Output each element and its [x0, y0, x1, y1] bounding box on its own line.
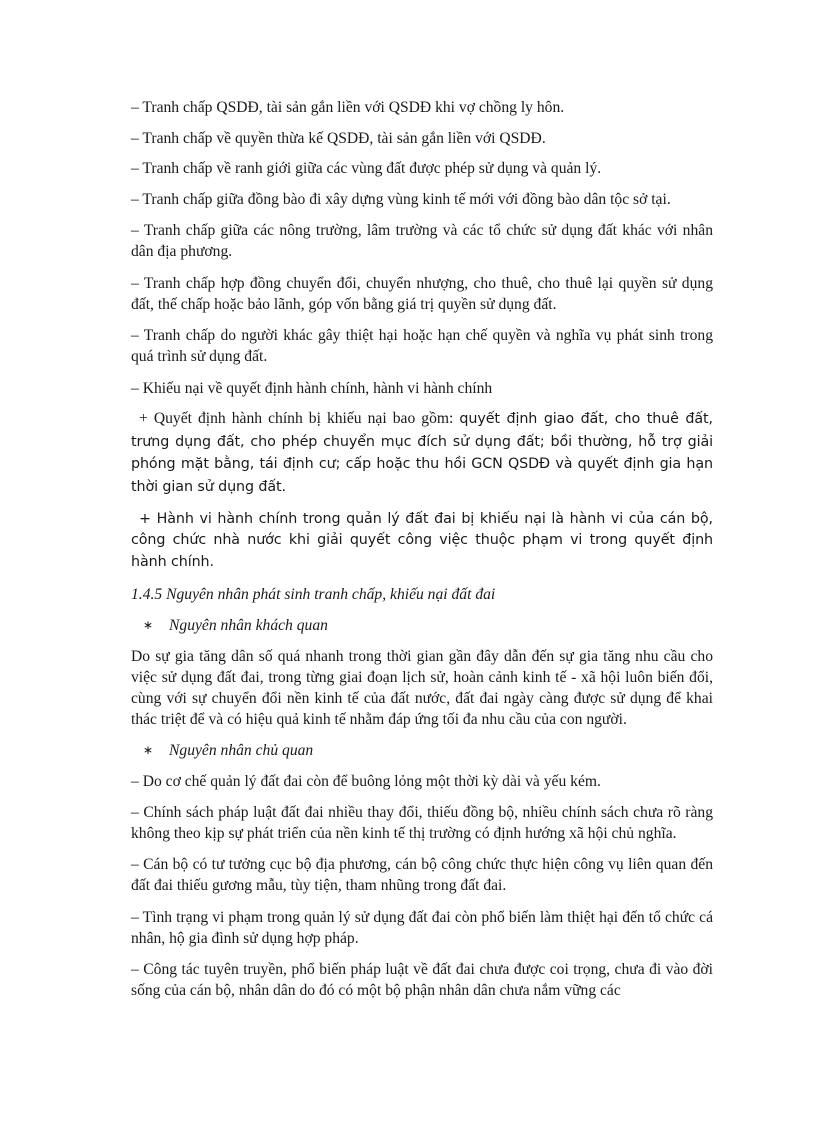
subheading-objective [143, 615, 713, 636]
list-item: – Cán bộ có tư tưởng cục bộ địa phương, cán bộ công chức thực hiện công vụ liên quan đến đất đai thiếu gương mẫu, tùy tiện, tham nhũng trong đất đai. [131, 856, 713, 894]
list-item: – Chính sách pháp luật đất đai nhiều thay đổi, thiếu đồng bộ, nhiều chính sách chưa rõ ràng không theo kịp sự phát triển của nền kinh tế thị trường có định hướng xã hội chủ nghĩa. [131, 803, 713, 842]
list-item: – Tranh chấp về quyền thừa kế QSDĐ, tài sản gắn liền với QSDĐ. [131, 129, 546, 147]
list-item: – Tranh chấp QSDĐ, tài sản gắn liền với QSDĐ khi vợ chồng ly hôn. [131, 99, 565, 116]
subheading-label: Nguyên nhân khách quan [169, 616, 328, 634]
sub-item-decisions [131, 408, 713, 498]
list-item: – Do cơ chế quản lý đất đai còn để buông lỏng một thời kỳ dài và yếu kém. [131, 773, 601, 790]
asterisk-bullet-icon: ∗ [143, 743, 154, 757]
subheading-subjective [143, 740, 713, 761]
list-item: – Tranh chấp do người khác gây thiệt hại hoặc hạn chế quyền và nghĩa vụ phát sinh trong quá trình sử dụng đất. [131, 327, 713, 365]
list-item: – Tranh chấp hợp đồng chuyển đổi, chuyển nhượng, cho thuê, cho thuê lại quyền sử dụng đất, thế chấp hoặc bảo lãnh, góp vốn bằng giá trị quyền sử dụng đất. [131, 274, 713, 313]
sub-item-body: quyết định giao đất, cho thuê đất, trưng dụng đất, cho phép chuyển mục đích sử dụng đất; bồi thường, hỗ trợ giải phóng mặt bằng, tái định cư; cấp hoặc thu hồi GCN QSDĐ và quyết định gia hạn thời gian sử dụng đất. [131, 411, 713, 495]
list-item: – Tranh chấp giữa các nông trường, lâm trường và các tổ chức sử dụng đất khác với nhân dân địa phương. [131, 222, 713, 260]
document-page [131, 97, 713, 1012]
paragraph-objective: Do sự gia tăng dân số quá nhanh trong thời gian gần đây dẫn đến sự gia tăng nhu cầu cho việc sử dụng đất đai, trong từng giai đoạn lịch sử, hoàn cảnh kinh tế - xã hội luôn biến đổi, cùng với sự chuyển đổi nền kinh tế của đất nước, đất đai ngày càng được sử dụng để khai thác triệt để và có hiệu quả kinh tế nhằm đáp ứng tối đa nhu cầu của con người. [131, 647, 713, 728]
list-item: – Tình trạng vi phạm trong quản lý sử dụng đất đai còn phổ biến làm thiệt hại đến tổ chức cá nhân, hộ gia đình sử dụng hợp pháp. [131, 908, 713, 947]
list-item: – Khiếu nại về quyết định hành chính, hành vi hành chính [131, 379, 493, 397]
list-item: – Tranh chấp giữa đồng bào đi xây dựng vùng kinh tế mới với đồng bào dân tộc sở tại. [131, 190, 671, 208]
list-item: – Tranh chấp về ranh giới giữa các vùng đất được phép sử dụng và quản lý. [131, 160, 602, 177]
sub-item-lead: + Quyết định hành chính bị khiếu nại bao gồm: [139, 410, 460, 427]
subheading-label: Nguyên nhân chủ quan [169, 742, 314, 759]
section-heading: 1.4.5 Nguyên nhân phát sinh tranh chấp, khiếu nại đất đai [131, 585, 496, 603]
list-item: – Công tác tuyên truyền, phổ biến pháp luật về đất đai chưa được coi trọng, chưa đi vào đời sống của cán bộ, nhân dân do đó có một bộ phận nhân dân chưa nắm vững các [131, 961, 713, 999]
asterisk-bullet-icon: ∗ [143, 617, 154, 632]
sub-item-acts: + Hành vi hành chính trong quản lý đất đai bị khiếu nại là hành vi của cán bộ, công chức nhà nước khi giải quyết công việc thuộc phạm vi trong quyết định hành chính. [131, 510, 713, 570]
